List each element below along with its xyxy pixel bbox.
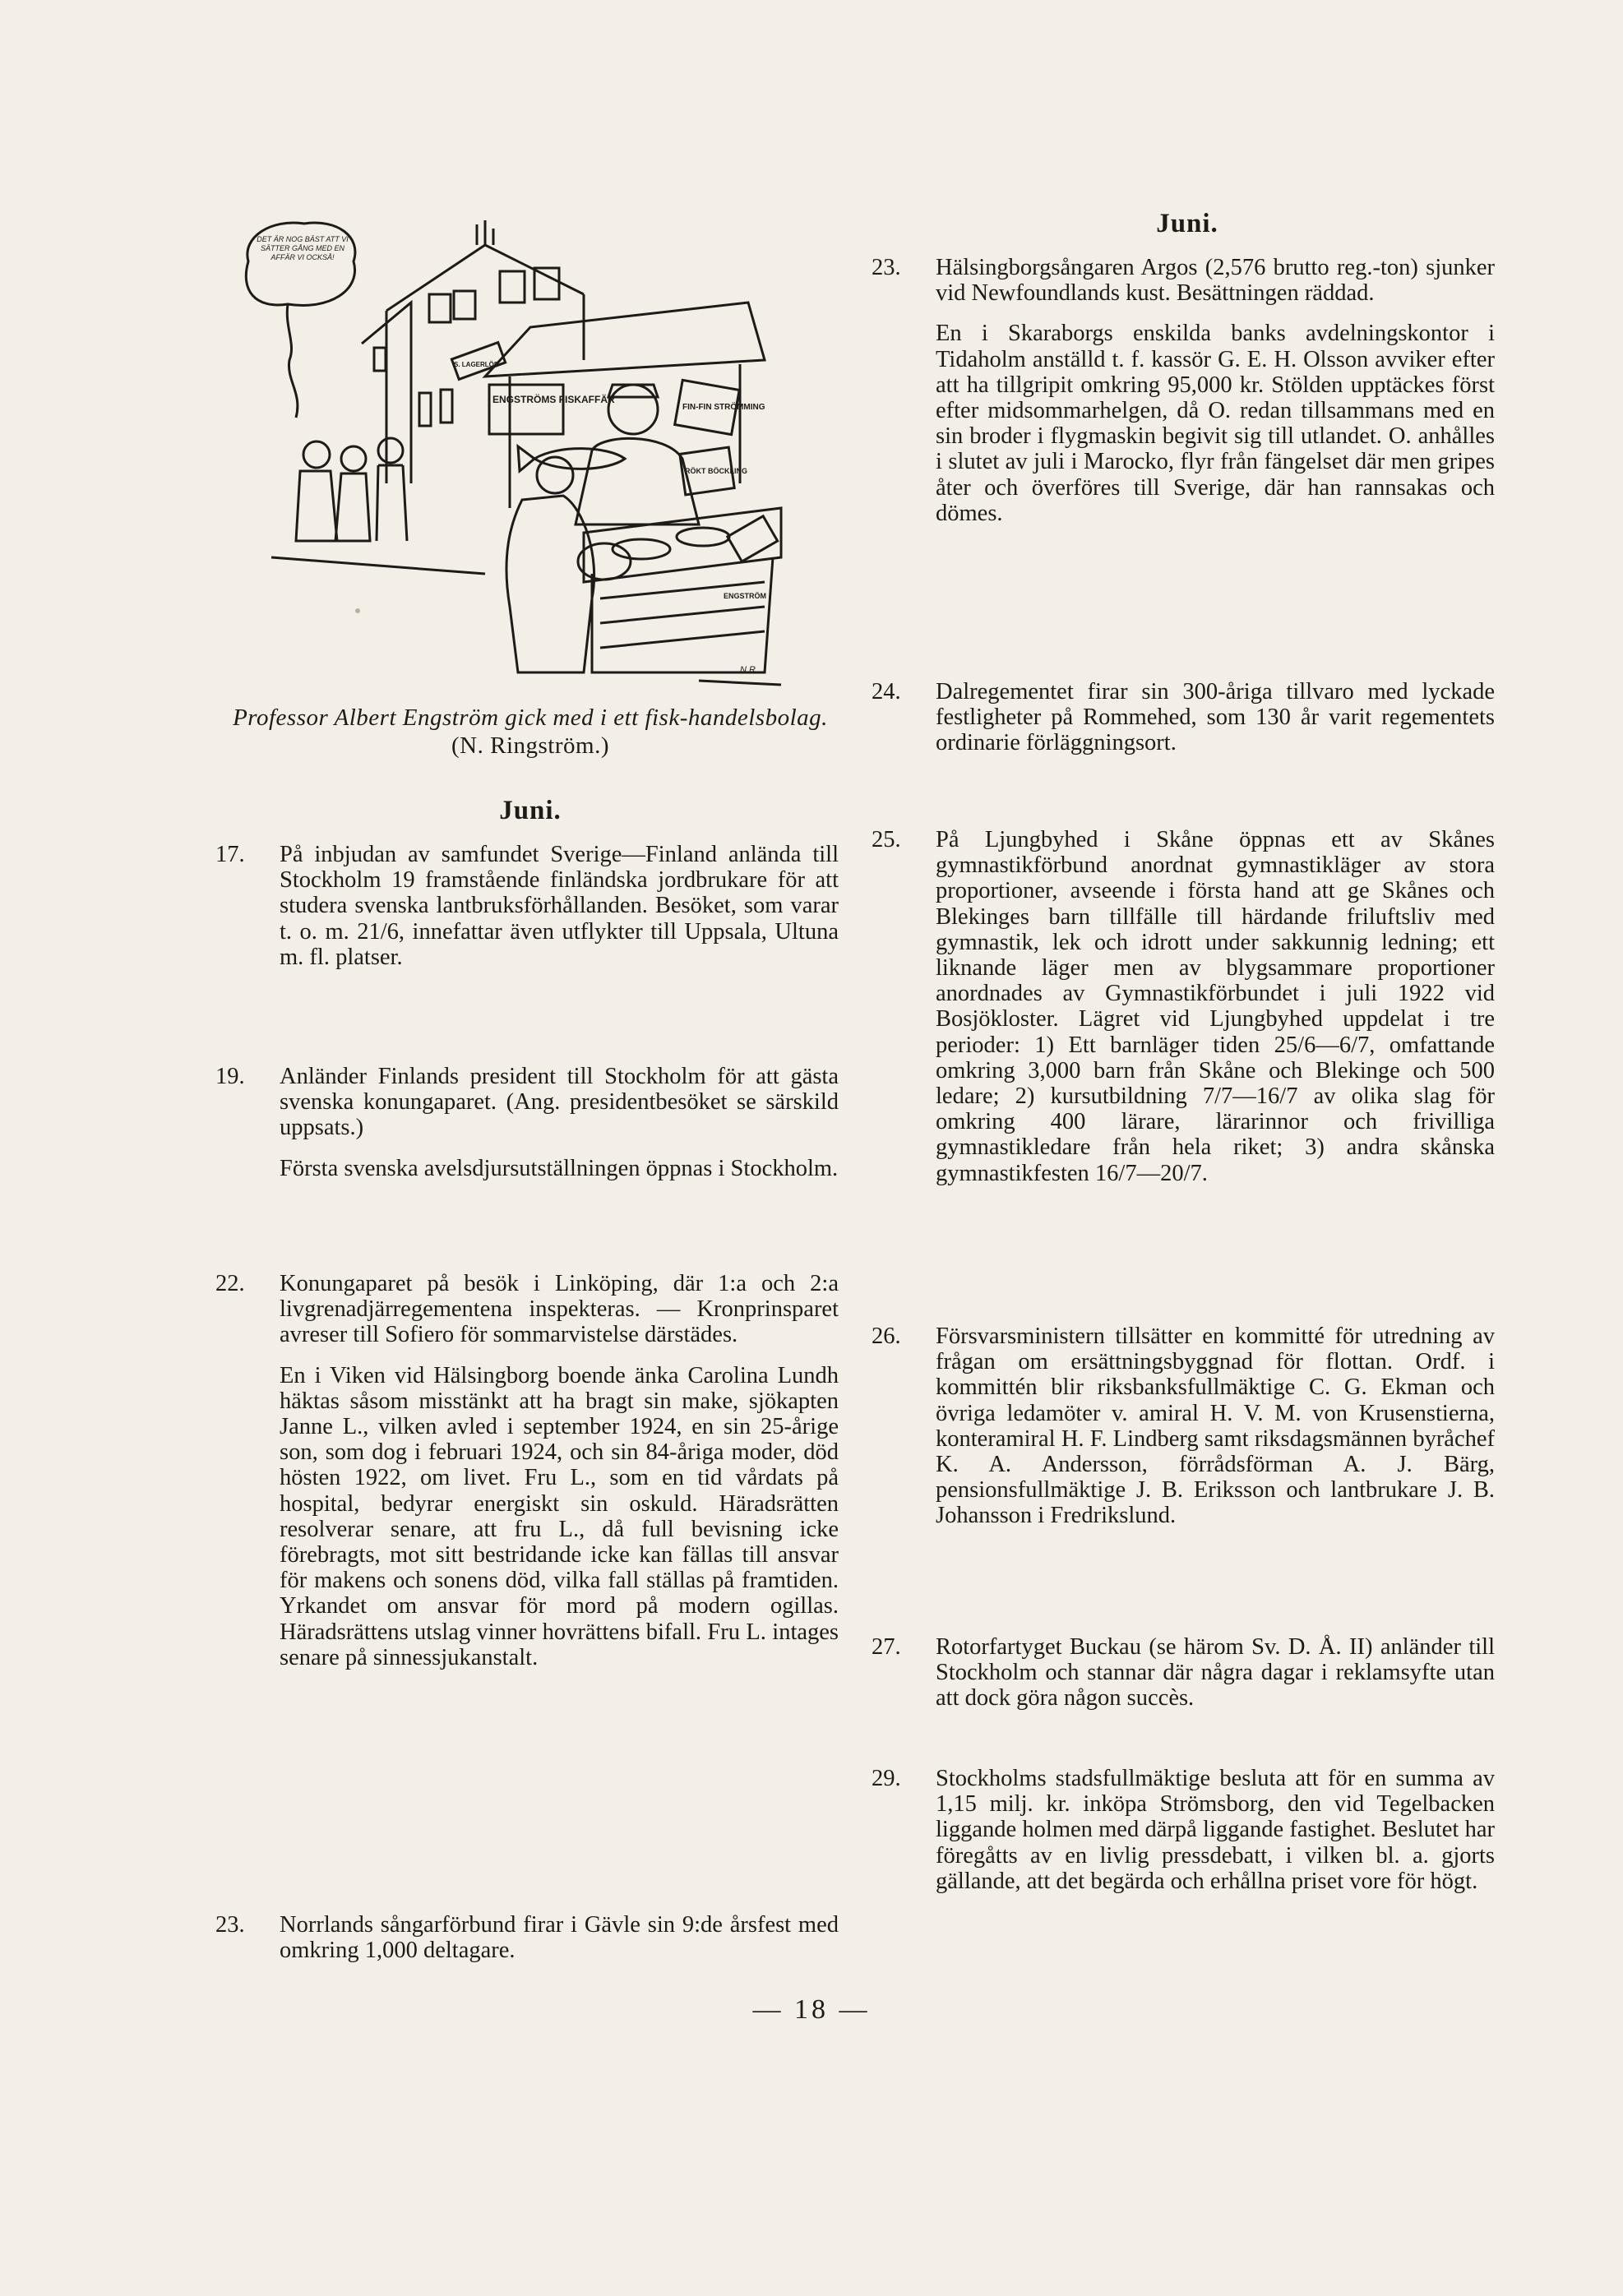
entry-day: 27. xyxy=(872,1634,901,1660)
entry-right-27 xyxy=(872,1634,1495,1726)
fin-fin-sign-text: FIN-FIN STRÖMMING xyxy=(682,403,765,412)
entry-day: 29. xyxy=(872,1766,901,1791)
entry-left-19 xyxy=(215,1064,839,1196)
shop-sign-text: ENGSTRÖMS FISKAFFÄR xyxy=(492,394,615,405)
entry-right-24 xyxy=(872,679,1495,771)
entry-right-26 xyxy=(872,1324,1495,1544)
artist-signature: N.R. xyxy=(740,665,758,675)
entry-paragraph: Norrlands sångarförbund firar i Gävle sin 9:de årsfest med omkring 1,000 deltagare. xyxy=(280,1912,839,1964)
illustration-caption xyxy=(220,704,840,760)
entry-left-23 xyxy=(215,1912,839,1978)
fish-shop-drawing xyxy=(238,212,806,705)
entry-right-23 xyxy=(872,255,1495,541)
entry-day: 26. xyxy=(872,1324,901,1349)
entry-paragraph: Anländer Finlands president till Stockholm för att gästa svenska konungaparet. (Ang. presidentbesöket se särskild uppsats.) xyxy=(280,1064,839,1141)
entry-day: 22. xyxy=(215,1271,245,1296)
entry-paragraph: Rotorfartyget Buckau (se härom Sv. D. Å. II) anländer till Stockholm och stannar där några dagar i reklamsyfte utan att dock göra någon succès. xyxy=(936,1634,1495,1712)
entry-paragraph: Försvarsministern tillsätter en kommitté för utredning av frågan om ersättningsbyggnad för flottan. Ordf. i kommittén blir riksbanksfullmäktige C. G. Ekman och övriga ledamöter v. amiral H. V. M. von Krusenstierna, konteramiral H. F. Lindberg samt riksdagsmännen byråchef K. A. Andersson, förrådsförman A. J. Bärg, pensionsfullmäktige J. B. Eriksson och lantbrukare J. B. Johansson i Fredrikslund. xyxy=(936,1324,1495,1529)
entry-paragraph: Stockholms stadsfullmäktige besluta att för en summa av 1,15 milj. kr. inköpa Strömsborg, den vid Tegelbacken liggande holmen med därpå liggande fastighet. Beslutet har föregåtts av en livlig pressdebatt, i vilken bl. a. gjorts gällande, att det begärda och erhållna priset vore för högt. xyxy=(936,1766,1495,1894)
page-number: — 18 — xyxy=(752,1994,871,2025)
entry-paragraph: På Ljungbyhed i Skåne öppnas ett av Skånes gymnastikförbund anordnat gymnastikläger av stora proportioner, avseende i första hand att ge Skånes och Blekinges barn tillfälle till härdande friluftsliv med gymnastik, lek och idrott under sakkunnig ledning; ett liknande läger men av blygsammare proportioner anordnades av Gymnastikförbundet i juli 1922 vid Bosjökloster. Lägret vid Ljungbyhed uppdelat i tre perioder: 1) Ett barnläger tiden 25/6—6/7, omfattande omkring 3,000 barn från Skåne och Blekinge och 500 ledare; 2) kursutbildning 7/7—16/7 av olika slag för omkring 400 lärare, lärarinnor och frivilliga gymnastikledare från hela riket; 3) andra skånska gymnastikfesten 16/7—20/7. xyxy=(936,827,1495,1186)
caption-text: Professor Albert Engström gick med i ett fisk-handelsbolag. xyxy=(233,705,828,731)
entry-right-25 xyxy=(872,827,1495,1201)
paper-speck xyxy=(355,608,360,613)
entry-paragraph: Hälsingborgsångaren Argos (2,576 brutto reg.-ton) sjunker vid Newfoundlands kust. Besättningen räddad. xyxy=(936,255,1495,307)
entry-paragraph: Konungaparet på besök i Linköping, där 1:a och 2:a livgrenadjärregementena inspekteras. — Kronprinsparet avreser till Sofiero för sommarvistelse därstädes. xyxy=(280,1271,839,1348)
entry-day: 17. xyxy=(215,842,245,867)
cartoon-illustration xyxy=(238,212,806,705)
engstrom-box-text: ENGSTRÖM xyxy=(724,592,767,600)
entry-day: 24. xyxy=(872,679,901,705)
entry-day: 19. xyxy=(215,1064,245,1089)
entry-day: 23. xyxy=(215,1912,245,1938)
entry-left-22 xyxy=(215,1271,839,1685)
entry-day: 23. xyxy=(872,255,901,280)
entry-right-29 xyxy=(872,1766,1495,1909)
rokt-sign-text: RÖKT BÖCKLING xyxy=(685,467,747,475)
left-month-heading: Juni. xyxy=(499,796,562,825)
entry-left-17 xyxy=(215,842,839,985)
entry-paragraph: Dalregementet firar sin 300-åriga tillvaro med lyckade festligheter på Rommehed, som 130 år varit regementets ordinarie förläggningsort. xyxy=(936,679,1495,756)
entry-paragraph: En i Skaraborgs enskilda banks avdelningskontor i Tidaholm anställd t. f. kassör G. E. H. Olsson avviker efter att ha tillgripit omkring 95,000 kr. Stölden upptäckes först efter midsommarhelgen, då O. redan tillsammans med en sin broder i flygmaskin begivit sig till utlandet. O. anhålles i slutet av juli i Marocko, flyr från fängelset där men gripes åter och överföres till Sverige, där han rannsakas och dömes. xyxy=(936,321,1495,526)
entry-paragraph: På inbjudan av samfundet Sverige—Finland anlända till Stockholm 19 framstående finländska jordbrukare för att studera svenska lantbruksförhållanden. Besöket, som varar t. o. m. 21/6, innefattar även utflykter till Uppsala, Ultuna m. fl. platser. xyxy=(280,842,839,970)
right-month-heading: Juni. xyxy=(1156,209,1218,238)
entry-day: 25. xyxy=(872,827,901,852)
lagerlof-sign-text: S. LAGERLÖF xyxy=(454,361,498,368)
caption-credit: (N. Ringström.) xyxy=(451,732,609,759)
speech-bubble-text: DET ÄR NOG BÄST ATT VI SÄTTER GÅNG MED EN AFFÄR VI OCKSÅ! xyxy=(257,235,349,261)
entry-paragraph: Första svenska avelsdjursutställningen öppnas i Stockholm. xyxy=(280,1155,839,1181)
entry-paragraph: En i Viken vid Hälsingborg boende änka Carolina Lundh häktas såsom misstänkt att ha bragt sin make, sjökapten Janne L., vilken avled i september 1924, en sin 25-årige son, som dog i februari 1924, och sin 84-åriga moder, död hösten 1922, om livet. Fru L., som en tid vårdats på hospital, bedyrar energiskt sin oskuld. Häradsrätten resolverar senare, att fru L., då full bevisning icke förebragts, mot sitt bestridande icke kan fällas till ansvar för makens och sonens död, vilka fall ställas på framtiden. Yrkandet om ansvar för mord på modern ogillas. Häradsrättens utslag vinner hovrättens bifall. Fru L. intages senare på sinnessjukanstalt. xyxy=(280,1362,839,1670)
